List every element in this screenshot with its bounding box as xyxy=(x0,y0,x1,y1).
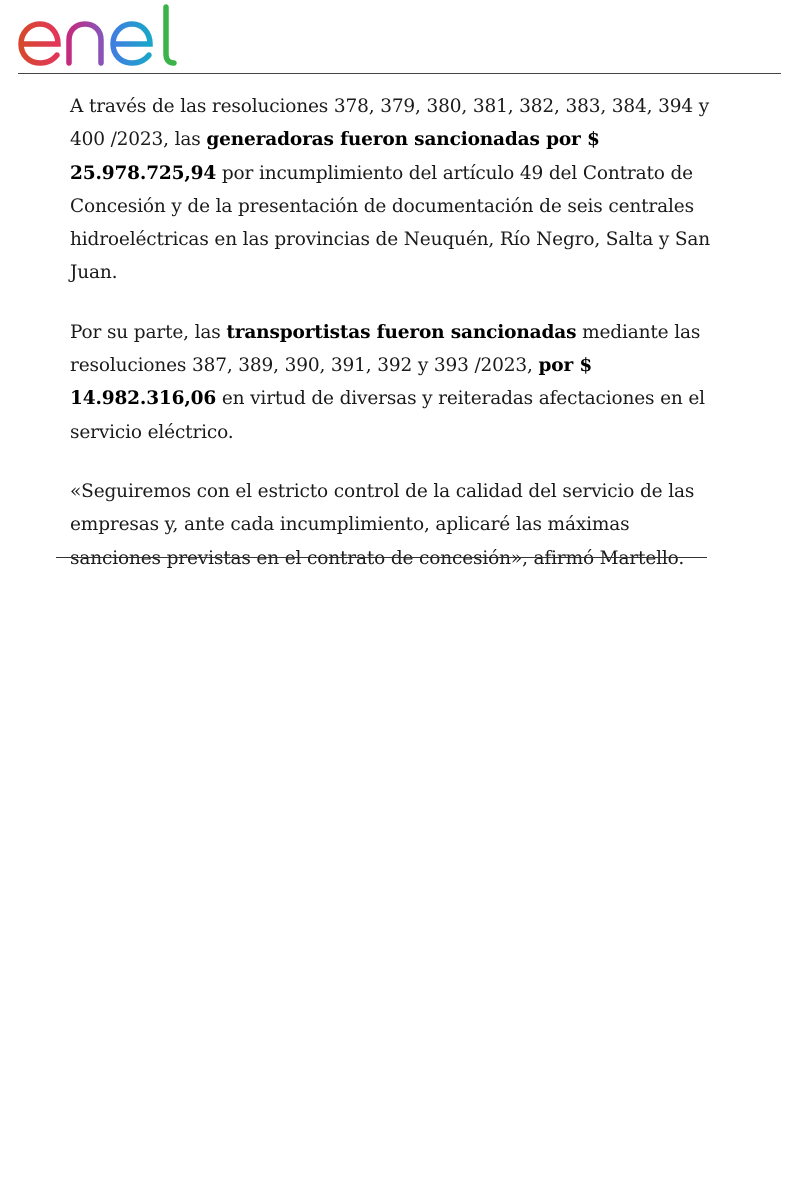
page-header xyxy=(0,0,800,76)
article-end-divider xyxy=(56,557,707,558)
quote-text: «Seguiremos con el estricto control de la calidad del servicio de las empresas y, ante cada incumplimiento, aplicaré las máximas sanciones previstas en el contrato de concesión», afirmó Martello. xyxy=(70,480,695,569)
logo-letter-e-second xyxy=(113,24,150,63)
paragraph-text: Por su parte, las xyxy=(70,321,227,343)
logo-letter-e-first xyxy=(21,24,58,63)
paragraph-text: por incumplimiento del artículo 49 del Contrato de Concesión y de la presentación de documentación de seis centrales hidroeléctricas en las provincias de Neuquén, Río Negro, Salta y San Juan. xyxy=(70,162,711,284)
paragraph-quote xyxy=(70,475,720,575)
highlight-amount: por $ 14.982.316,06 xyxy=(70,355,593,410)
header-divider xyxy=(18,73,781,74)
paragraph-generadoras xyxy=(70,90,720,290)
highlight-generadoras: generadoras fueron sancionadas por $ 25.978.725,94 xyxy=(70,129,600,184)
enel-logo[interactable] xyxy=(16,4,184,70)
logo-letter-l xyxy=(166,7,174,63)
paragraph-text: mediante las resoluciones 387, 389, 390, 391, 392 y 393 /2023, xyxy=(70,321,701,377)
paragraph-transportistas xyxy=(70,316,720,449)
enel-logo-icon xyxy=(16,4,184,70)
highlight-transportistas: transportistas fueron sancionadas xyxy=(226,321,577,343)
paragraph-text: A través de las resoluciones 378, 379, 380, 381, 382, 383, 384, 394 y 400 /2023, las xyxy=(70,96,710,151)
article-body xyxy=(70,90,720,601)
logo-letter-n xyxy=(69,24,101,63)
paragraph-text: en virtud de diversas y reiteradas afectaciones en el servicio eléctrico. xyxy=(70,388,705,443)
